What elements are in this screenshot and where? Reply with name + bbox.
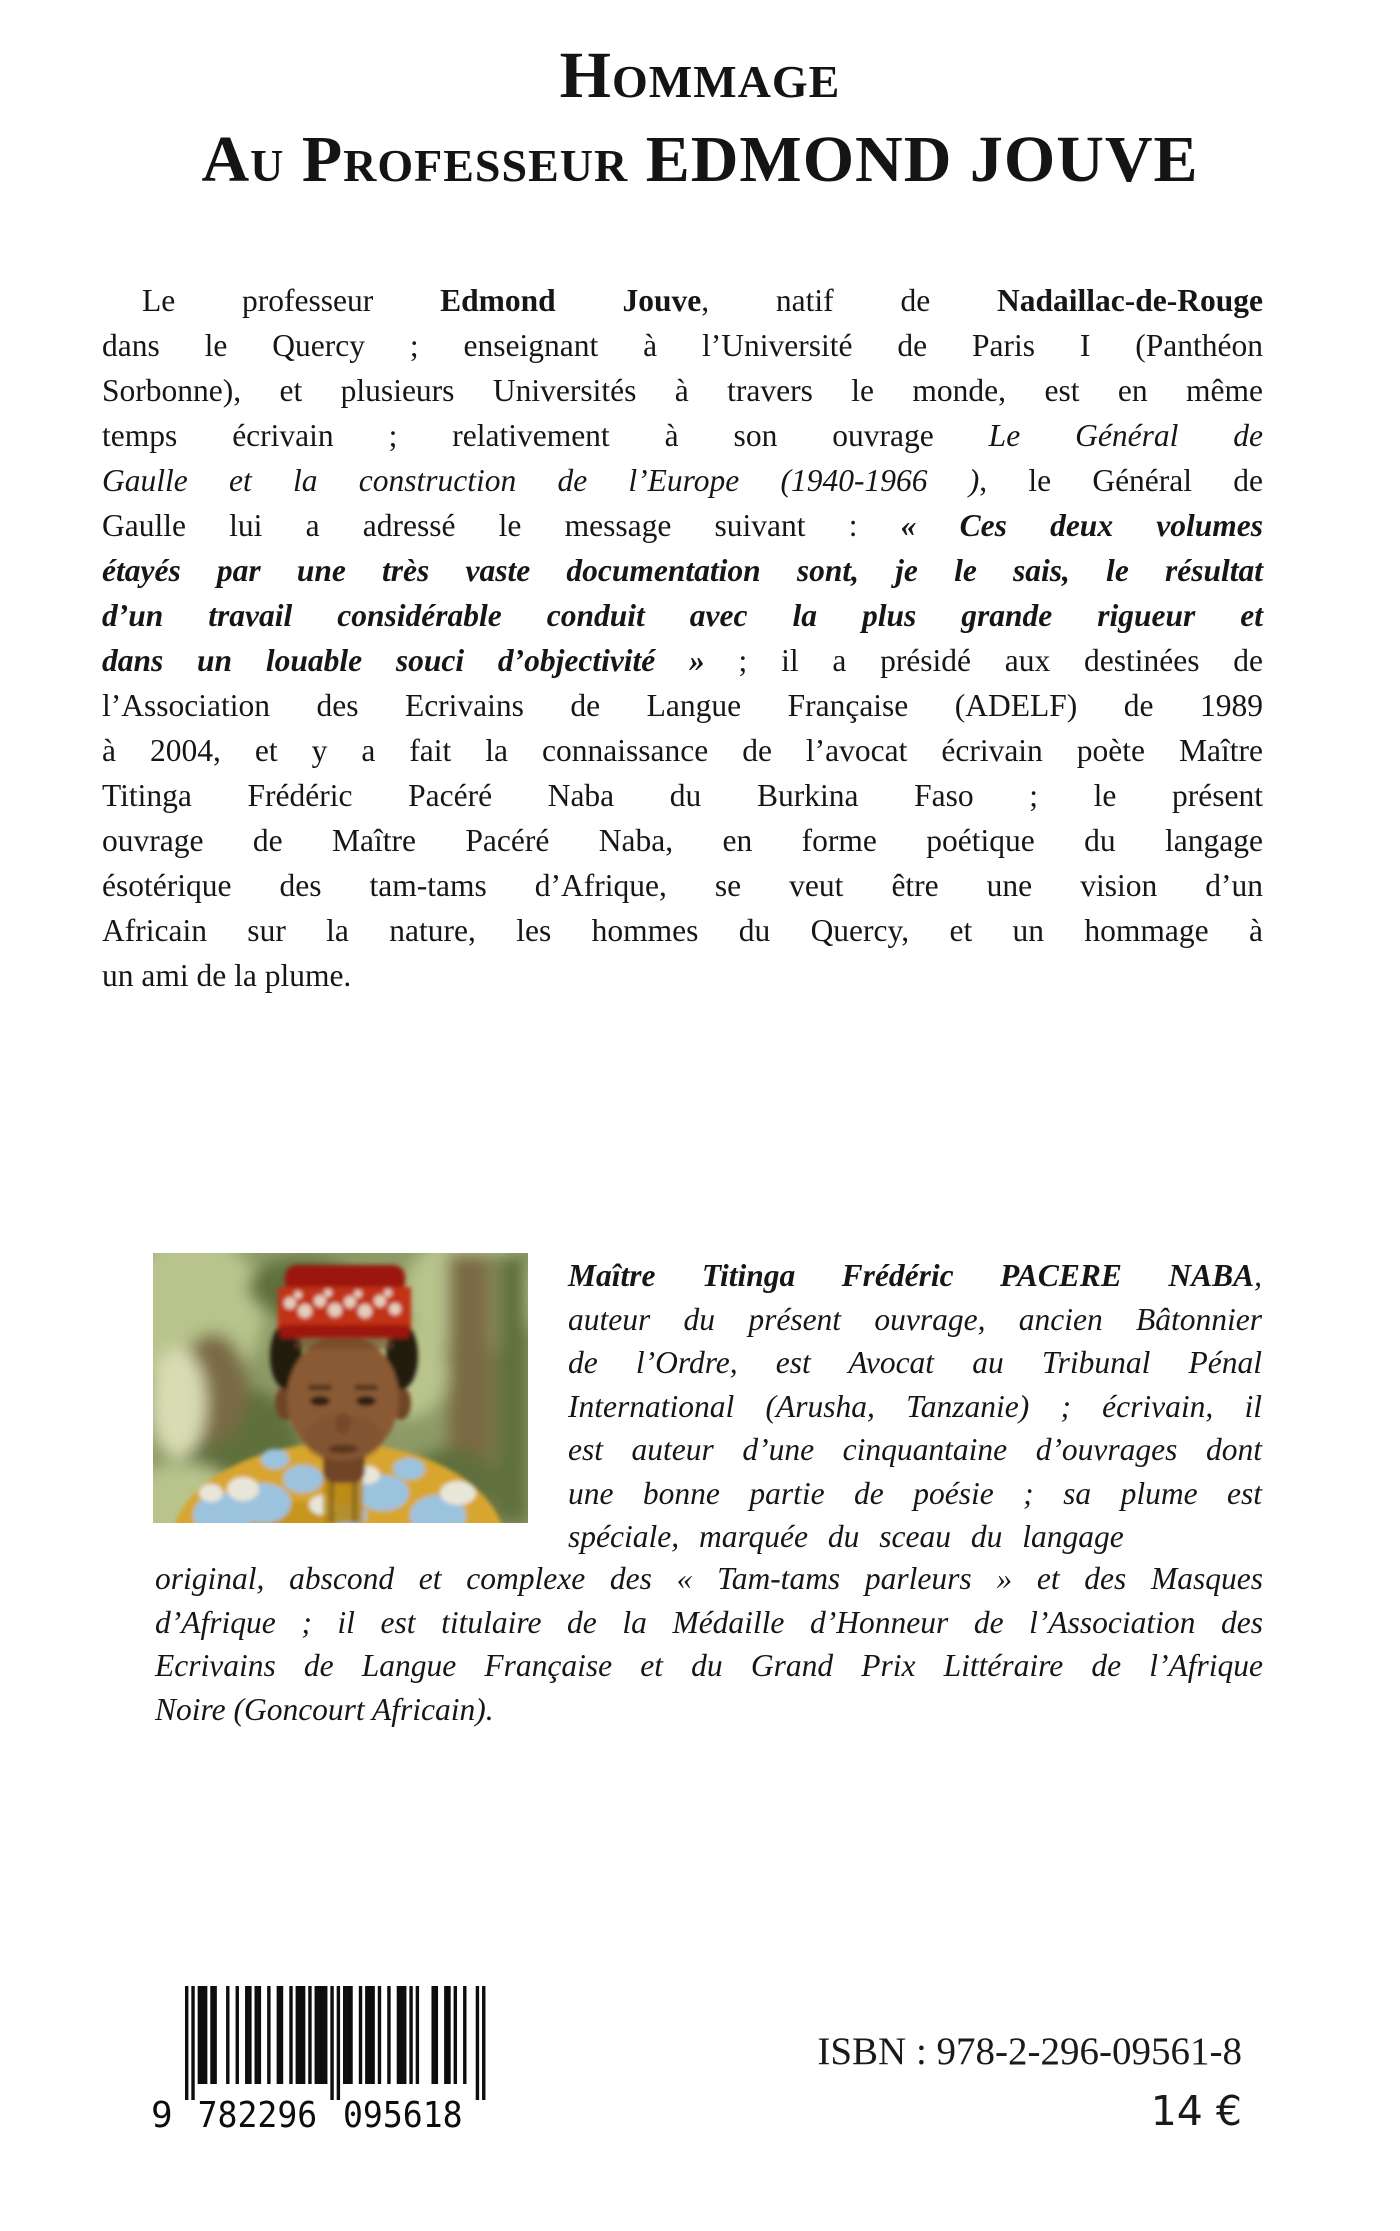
title-line-1: Hommage (559, 39, 841, 112)
text-line: est auteur d’une cinquantaine d’ouvrages dont (568, 1432, 1262, 1467)
text-line: Sorbonne), et plusieurs Universités à travers le monde, est en même (102, 373, 1263, 408)
text-line: étayés par une très vaste documentation sont, je le sais, le résultat (102, 553, 1263, 588)
text-line: l’Association des Ecrivains de Langue Française (ADELF) de 1989 (102, 688, 1263, 723)
author-photo (153, 1253, 528, 1523)
text-line: à 2004, et y a fait la connaissance de l’avocat écrivain poète Maître (102, 733, 1263, 768)
barcode-digits-right: 095618 (343, 2095, 463, 2136)
text-line: Le professeur Edmond Jouve, natif de Nadaillac-de-Rouge (142, 283, 1264, 318)
title-line-2: Au Professeur EDMOND JOUVE (201, 123, 1199, 196)
text-line: Ecrivains de Langue Française et du Grand Prix Littéraire de l’Afrique (155, 1648, 1263, 1683)
text-line: spéciale, marquée du sceau du langage (568, 1519, 1124, 1554)
book-title (0, 34, 1400, 202)
text-line: International (Arusha, Tanzanie) ; écrivain, il (568, 1388, 1262, 1424)
text-line: Gaulle et la construction de l’Europe (1940-1966 ), le Général de (102, 463, 1263, 498)
text-line: temps écrivain ; relativement à son ouvrage Le Général de (102, 418, 1264, 453)
ean13-barcode (145, 1986, 497, 2136)
text-line: Maître Titinga Frédéric PACERE NABA, (568, 1258, 1262, 1293)
text-line: de l’Ordre, est Avocat au Tribunal Pénal (568, 1345, 1262, 1380)
barcode-digits-left: 782296 (197, 2095, 318, 2136)
text-line: un ami de la plume. (102, 958, 352, 993)
text-line: d’Afrique ; il est titulaire de la Médaille d’Honneur de l’Association des (155, 1604, 1263, 1640)
text-line: dans un louable souci d’objectivité » ; il a présidé aux destinées de (102, 643, 1263, 678)
price-text: 14 € (1150, 2087, 1242, 2135)
text-line: Gaulle lui a adressé le message suivant : « Ces deux volumes (102, 508, 1264, 543)
bio-paragraph-wrapped (568, 1254, 1262, 1559)
barcode (145, 1986, 497, 2136)
text-line: Noire (Goncourt Africain). (155, 1691, 494, 1727)
text-line: dans le Quercy ; enseignant à l’Université de Paris I (Panthéon (102, 328, 1263, 363)
text-line: original, abscond et complexe des « Tam-tams parleurs » et des Masques (155, 1561, 1263, 1596)
author-photo-illustration (153, 1253, 528, 1523)
text-line: auteur du présent ouvrage, ancien Bâtonnier (568, 1301, 1262, 1337)
text-line: Africain sur la nature, les hommes du Quercy, et un hommage à (102, 913, 1263, 948)
text-line: une bonne partie de poésie ; sa plume est (568, 1475, 1262, 1511)
text-line: d’un travail considérable conduit avec la plus grande rigueur et (102, 598, 1263, 633)
text-line: ésotérique des tam-tams d’Afrique, se veut être une vision d’un (102, 868, 1263, 903)
barcode-digit-lead: 9 (151, 2095, 173, 2136)
main-paragraph (102, 278, 1263, 998)
text-line: ouvrage de Maître Pacéré Naba, en forme poétique du langage (102, 823, 1263, 858)
text-line: Titinga Frédéric Pacéré Naba du Burkina Faso ; le présent (102, 778, 1263, 813)
bio-paragraph-full (155, 1557, 1263, 1731)
isbn-text: ISBN : 978-2-296-09561-8 (817, 2030, 1242, 2073)
